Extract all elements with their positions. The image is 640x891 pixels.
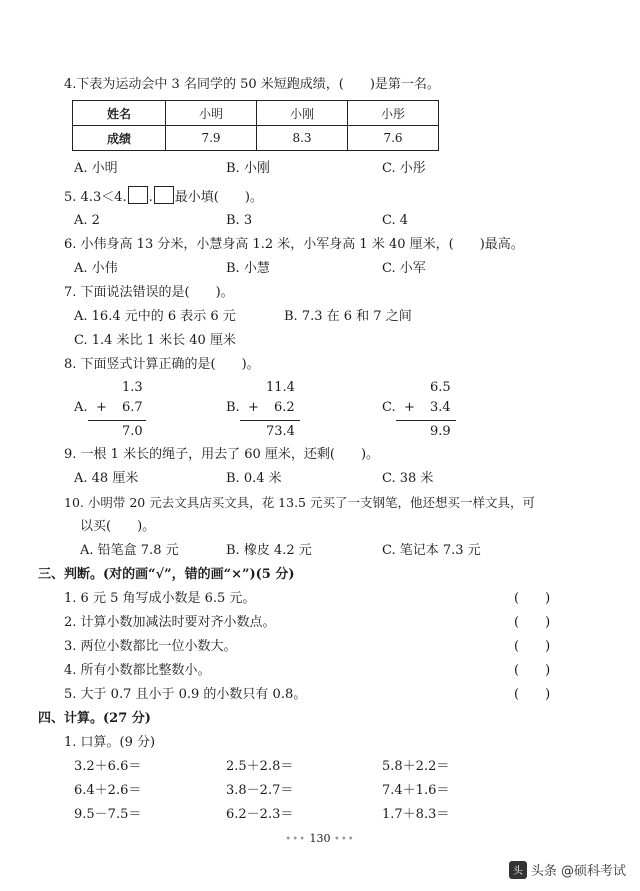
q6-stem: 6. 小伟身高 13 分米，小慧身高 1.2 米，小军身高 1 米 40 厘米，( )最高。 (64, 237, 524, 252)
calc-bottom: 6.7 (122, 400, 143, 415)
mental-math-problem: 2.5＋2.8＝ (226, 759, 294, 774)
q4-stem: 4.下表为运动会中 3 名同学的 50 米短跑成绩，( )是第一名。 (64, 77, 440, 92)
q6-option-a: A. 小伟 (74, 261, 118, 276)
mental-math-problem: 6.4＋2.6＝ (74, 783, 142, 798)
q9-stem: 9. 一根 1 米长的绳子，用去了 60 厘米，还剩( )。 (64, 447, 380, 462)
table-cell: 小刚 (257, 101, 348, 126)
mental-math-problem: 5.8＋2.2＝ (382, 759, 450, 774)
calc-top: 6.5 (430, 380, 451, 395)
q10-option-b: B. 橡皮 4.2 元 (226, 543, 312, 558)
mental-math-problem: 3.8－2.7＝ (226, 783, 294, 798)
table-cell: 8.3 (257, 126, 348, 151)
page-number-value: 130 (309, 832, 331, 845)
q10-stem-line2: 以买( )。 (80, 519, 156, 534)
blank-box (128, 186, 148, 204)
table-row (73, 101, 439, 126)
q5-stem (64, 186, 263, 207)
table-cell: 小明 (166, 101, 257, 126)
mental-math-problem: 3.2＋6.6＝ (74, 759, 142, 774)
q4-option-a: A. 小明 (74, 161, 118, 176)
calc-bottom: 6.2 (274, 400, 295, 415)
mental-math-problem: 1.7＋8.3＝ (382, 807, 450, 822)
q10-option-c: C. 笔记本 7.3 元 (382, 543, 481, 558)
q4-option-b: B. 小刚 (226, 161, 270, 176)
watermark-text: 头条 @硕科考试 (530, 864, 626, 879)
calc-label: A. (74, 400, 88, 415)
mental-math-problem: 9.5－7.5＝ (74, 807, 142, 822)
table-header-name: 姓名 (73, 101, 166, 126)
q10-option-a: A. 铅笔盒 7.8 元 (80, 543, 179, 558)
table-cell: 7.9 (166, 126, 257, 151)
q5-stem-middle: . (148, 190, 153, 205)
answer-paren: ( ) (514, 687, 551, 702)
blank-box (154, 186, 174, 204)
q7-option-c: C. 1.4 米比 1 米长 40 厘米 (74, 333, 236, 348)
q9-option-a: A. 48 厘米 (74, 471, 139, 486)
table-header-score: 成绩 (73, 126, 166, 151)
section4-sub1-title: 1. 口算。(9 分) (64, 735, 156, 750)
q4-option-c: C. 小彤 (382, 161, 426, 176)
calc-bottom: 3.4 (430, 400, 451, 415)
table-cell: 7.6 (348, 126, 439, 151)
score-table (72, 100, 439, 151)
q10-stem-line1: 10. 小明带 20 元去文具店买文具，花 13.5 元买了一支钢笔，他还想买一样文具，可 (64, 495, 535, 510)
answer-paren: ( ) (514, 591, 551, 606)
judge-item-1: 1. 6 元 5 角写成小数是 6.5 元。 (64, 591, 256, 606)
answer-paren: ( ) (514, 639, 551, 654)
calc-top: 11.4 (266, 380, 295, 395)
judge-item-5: 5. 大于 0.7 且小于 0.9 的小数只有 0.8。 (64, 687, 307, 702)
judge-item-3: 3. 两位小数都比一位小数大。 (64, 639, 237, 654)
calc-result: 7.0 (122, 424, 143, 439)
q7-stem: 7. 下面说法错误的是( )。 (64, 285, 234, 300)
q5-stem-prefix: 5. 4.3＜4. (64, 190, 127, 205)
calc-rule (396, 420, 456, 421)
calc-label: B. (226, 400, 240, 415)
section4-title: 四、计算。(27 分) (38, 711, 151, 726)
q5-option-c: C. 4 (382, 213, 409, 228)
calc-result: 73.4 (266, 424, 295, 439)
calc-op: + (404, 400, 415, 415)
toutiao-logo-icon: 头 (509, 861, 527, 879)
q5-option-b: B. 3 (226, 213, 253, 228)
calc-op: + (96, 400, 107, 415)
calc-rule (240, 420, 300, 421)
section3-title: 三、判断。(对的画“√”，错的画“×”)(5 分) (38, 567, 295, 582)
q8-stem: 8. 下面竖式计算正确的是( )。 (64, 357, 260, 372)
q5-option-a: A. 2 (74, 213, 100, 228)
dots-right: ••• (334, 834, 355, 845)
answer-paren: ( ) (514, 663, 551, 678)
q5-stem-suffix: 最小填( )。 (174, 190, 263, 205)
q6-option-b: B. 小慧 (226, 261, 270, 276)
table-row (73, 126, 439, 151)
page-number (0, 832, 640, 845)
dots-left: ••• (285, 834, 306, 845)
calc-result: 9.9 (430, 424, 451, 439)
answer-paren: ( ) (514, 615, 551, 630)
calc-op: + (248, 400, 259, 415)
calc-label: C. (382, 400, 396, 415)
table-cell: 小彤 (348, 101, 439, 126)
vertical-calc-b (226, 380, 306, 444)
vertical-calc-c (382, 380, 462, 444)
judge-item-2: 2. 计算小数加减法时要对齐小数点。 (64, 615, 276, 630)
q7-option-b: B. 7.3 在 6 和 7 之间 (284, 309, 412, 324)
q7-option-a: A. 16.4 元中的 6 表示 6 元 (74, 309, 236, 324)
judge-item-4: 4. 所有小数都比整数小。 (64, 663, 211, 678)
calc-rule (88, 420, 146, 421)
watermark (509, 860, 626, 879)
mental-math-problem: 6.2－2.3＝ (226, 807, 294, 822)
vertical-calc-a (74, 380, 154, 444)
q9-option-c: C. 38 米 (382, 471, 434, 486)
q9-option-b: B. 0.4 米 (226, 471, 282, 486)
calc-top: 1.3 (122, 380, 143, 395)
mental-math-problem: 7.4＋1.6＝ (382, 783, 450, 798)
q6-option-c: C. 小军 (382, 261, 426, 276)
